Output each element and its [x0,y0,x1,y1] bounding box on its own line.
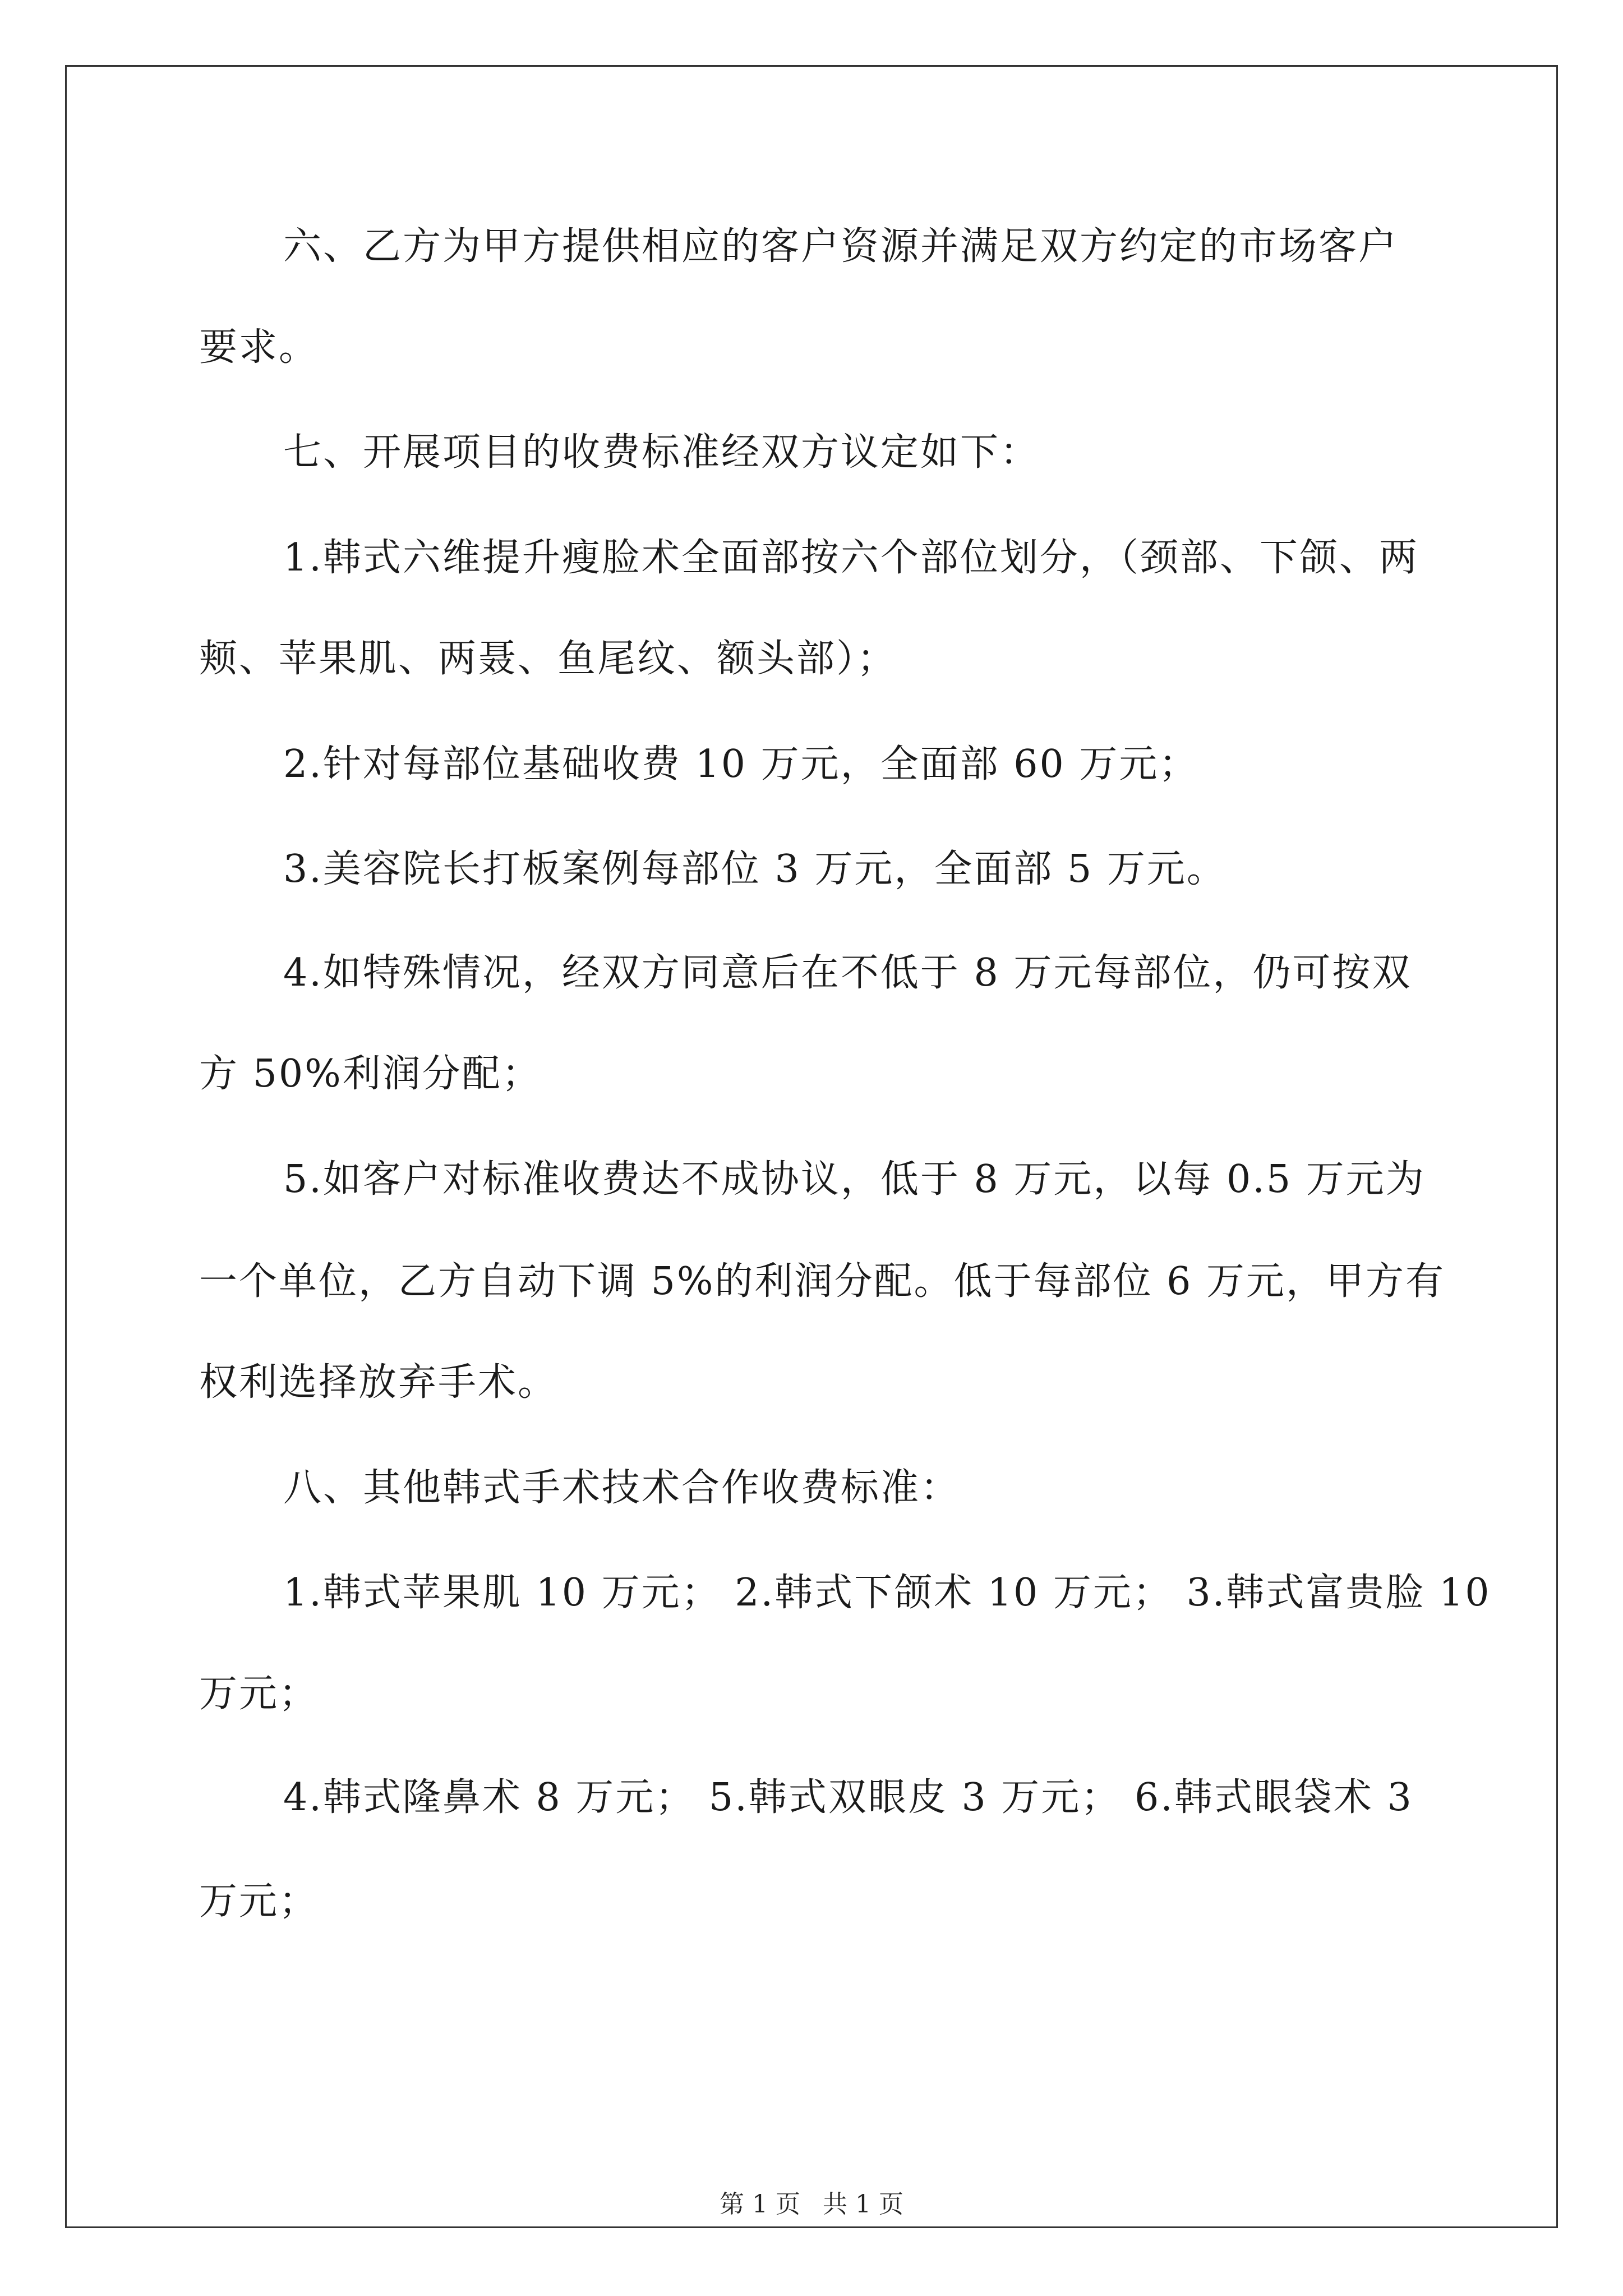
item-8-1-line-2: 万元； [199,1672,319,1716]
paragraph-8: 八、其他韩式手术技术合作收费标准： [283,1466,961,1510]
paragraph-7: 七、开展项目的收费标准经双方议定如下： [283,430,1040,475]
item-7-4-line-2: 方 50%利润分配； [199,1052,542,1096]
item-7-2: 2.针对每部位基础收费 10 万元，全面部 60 万元； [283,742,1199,786]
item-7-3: 3.美容院长打板案例每部位 3 万元，全面部 5 万元。 [283,847,1227,891]
item-8-2-line-2: 万元； [199,1879,319,1924]
item-8-1-line-1: 1.韩式苹果肌 10 万元； 2.韩式下颌术 10 万元； 3.韩式富贵脸 10 [283,1571,1491,1615]
paragraph-6-line-1: 六、乙方为甲方提供相应的客户资源并满足双方约定的市场客户 [283,224,1399,269]
item-7-5-line-3: 权利选择放弃手术。 [199,1360,558,1405]
page-number: 第 1 页 [720,2190,800,2219]
paragraph-6-line-2: 要求。 [199,325,319,370]
page-total: 共 1 页 [823,2190,903,2219]
page-footer [0,2188,1623,2221]
item-7-1-line-1: 1.韩式六维提升瘦脸术全面部按六个部位划分，（颈部、下颌、两 [283,536,1419,580]
item-7-5-line-1: 5.如客户对标准收费达不成协议，低于 8 万元，以每 0.5 万元为 [283,1157,1426,1202]
item-7-1-line-2: 颊、苹果肌、两聂、鱼尾纹、额头部）； [199,637,897,681]
item-7-5-line-2: 一个单位，乙方自动下调 5%的利润分配。低于每部位 6 万元，甲方有 [199,1259,1445,1304]
item-8-2-line-1: 4.韩式隆鼻术 8 万元； 5.韩式双眼皮 3 万元； 6.韩式眼袋术 3 [283,1775,1413,1820]
item-7-4-line-1: 4.如特殊情况，经双方同意后在不低于 8 万元每部位，仍可按双 [283,951,1412,995]
